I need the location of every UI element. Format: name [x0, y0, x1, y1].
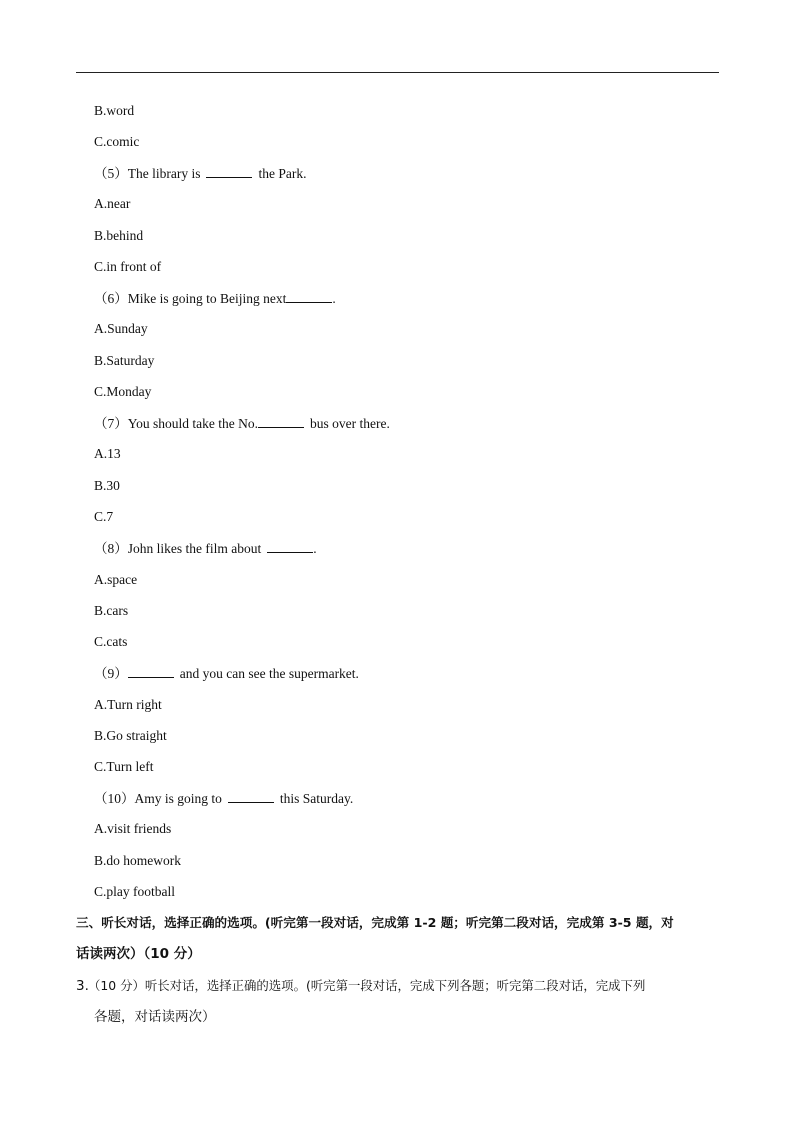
- option-9a: A.Turn right: [94, 697, 162, 712]
- option-8a: A.space: [94, 572, 138, 587]
- option-5c: C.in front of: [94, 259, 162, 274]
- answer-blank: [286, 290, 332, 303]
- question-8: [94, 540, 317, 557]
- answer-blank: [267, 540, 313, 553]
- question-9-tail: and you can see the supermarket.: [179, 666, 359, 681]
- question-3-line1: （10 分）听长对话，选择正确的选项。(听完第一段对话，完成下列各题；听完第二段对话，完成下列: [88, 978, 646, 993]
- option-6b: B.Saturday: [94, 353, 155, 368]
- option-10a: A.visit friends: [94, 821, 172, 836]
- option-7b: B.30: [94, 478, 120, 493]
- option-10b: B.do homework: [94, 853, 181, 868]
- question-10-tail: this Saturday.: [279, 791, 354, 806]
- question-9-number: （9）: [94, 666, 128, 681]
- header-rule: [76, 72, 719, 73]
- section-title-line2: 话读两次）（10 分）: [76, 946, 201, 962]
- option-7c: C.7: [94, 509, 114, 524]
- question-7-tail: bus over there.: [310, 416, 390, 431]
- question-5: [94, 165, 306, 182]
- question-3-number: 3.: [76, 978, 89, 994]
- answer-blank: [206, 165, 252, 178]
- question-7: [94, 415, 390, 432]
- option-6c: C.Monday: [94, 384, 152, 399]
- option-10c: C.play football: [94, 884, 175, 899]
- option-5a: A.near: [94, 196, 131, 211]
- answer-blank: [258, 415, 304, 428]
- question-10: [94, 790, 353, 807]
- option-7a: A.13: [94, 446, 121, 461]
- question-6-text: （6）Mike is going to Beijing next: [94, 291, 287, 306]
- question-9: [94, 665, 359, 682]
- option-5b: B.behind: [94, 228, 144, 243]
- option-8b: B.cars: [94, 603, 129, 618]
- question-6: [94, 290, 336, 307]
- question-8-text: （8）John likes the film about: [94, 541, 262, 556]
- question-7-text: （7）You should take the No.: [94, 416, 259, 431]
- option-9c: C.Turn left: [94, 759, 154, 774]
- option-b-word: B.word: [94, 103, 135, 118]
- section-title-line1: 三、听长对话，选择正确的选项。(听完第一段对话，完成第 1-2 题；听完第二段对话，完成第 3-5 题，对: [76, 915, 674, 930]
- question-5-text: （5）The library is: [94, 166, 201, 181]
- question-5-tail: the Park.: [258, 166, 307, 181]
- option-9b: B.Go straight: [94, 728, 167, 743]
- option-6a: A.Sunday: [94, 321, 148, 336]
- answer-blank: [228, 790, 274, 803]
- question-3-line2: 各题，对话读两次）: [94, 1009, 216, 1025]
- question-10-text: （10）Amy is going to: [94, 791, 222, 806]
- question-8-tail: .: [313, 541, 317, 556]
- answer-blank: [128, 665, 174, 678]
- option-c-comic: C.comic: [94, 134, 140, 149]
- option-8c: C.cats: [94, 634, 128, 649]
- question-6-tail: .: [332, 291, 336, 306]
